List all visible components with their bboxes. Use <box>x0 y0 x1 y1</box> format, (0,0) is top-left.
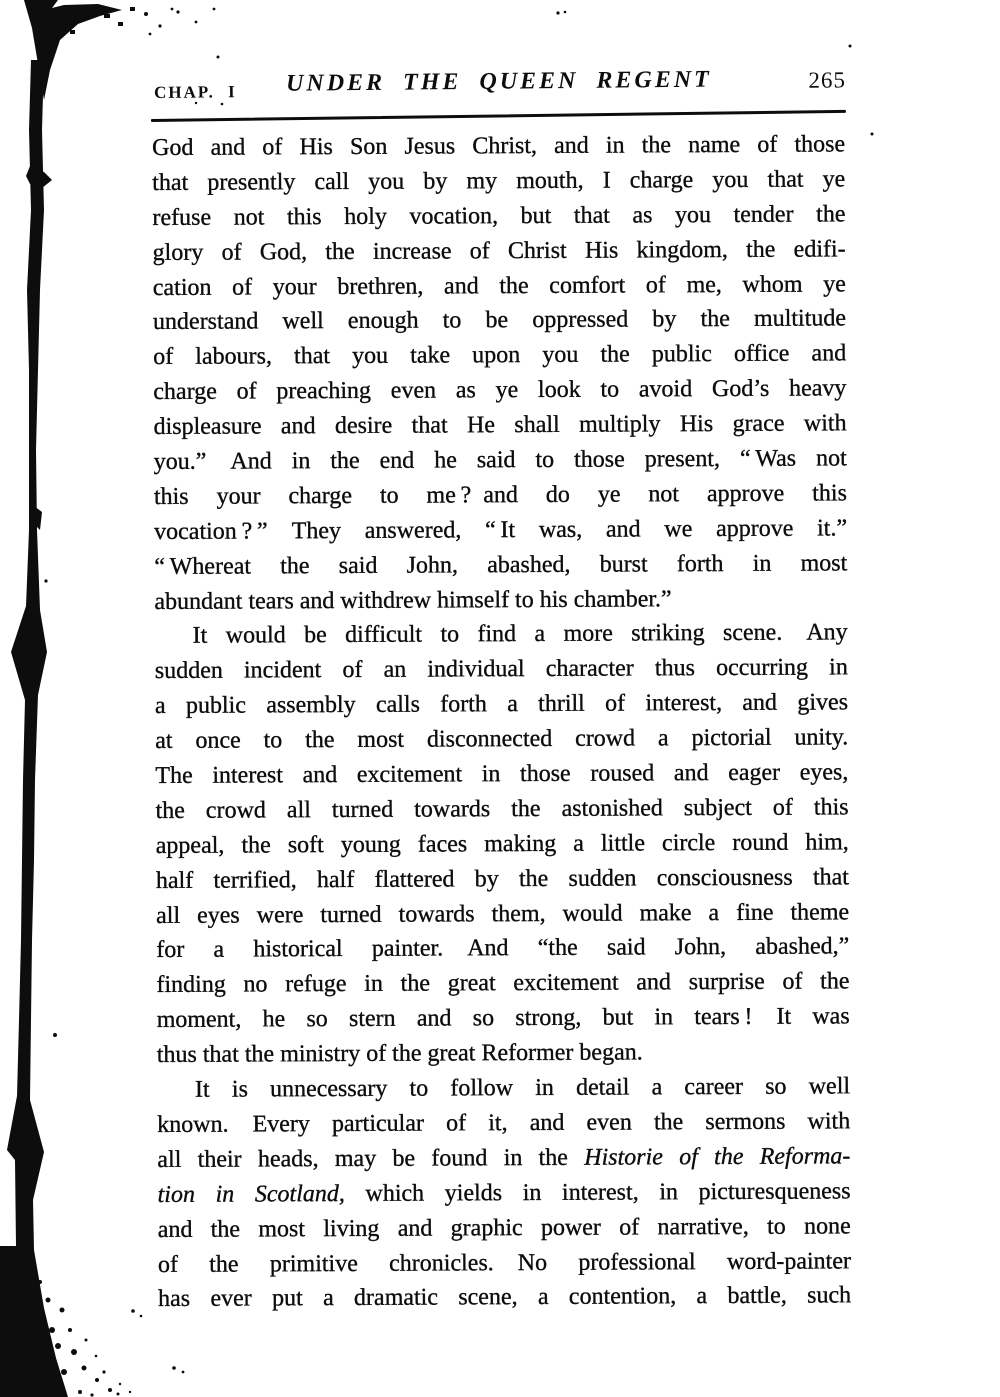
text-segment: half terrified, half flattered by the sudden consciousness that <box>155 864 849 894</box>
text-segment: understand well enough to be oppressed by the multitude <box>152 305 847 336</box>
text-segment: all eyes were turned towards them, would make a fine theme <box>156 898 850 929</box>
text-line <box>155 755 848 794</box>
text-segment: appeal, the soft young faces making a little circle round him, <box>155 829 849 859</box>
paragraph <box>155 616 850 1073</box>
text-line <box>157 1035 850 1074</box>
text-segment: has ever put a dramatic scene, a contention, a battle, such <box>158 1282 852 1313</box>
running-title: UNDER THE QUEEN REGENT <box>285 66 712 97</box>
text-segment: It would be difficult to find a more striking scene. Any <box>192 619 848 650</box>
text-line <box>153 302 846 341</box>
text-line <box>156 860 849 899</box>
chapter-label: CHAP. I <box>153 82 237 102</box>
page-header <box>152 63 846 110</box>
text-line <box>158 1279 851 1318</box>
text-line <box>156 930 849 969</box>
italic-text-segment: Historie of the Reforma- <box>584 1143 851 1171</box>
text-segment: all their heads, may be found in the <box>157 1144 585 1173</box>
text-line <box>156 895 849 934</box>
text-segment: this your charge to me ? and do ye not approve this <box>153 480 847 510</box>
paragraph <box>152 127 848 619</box>
text-segment: refuse not this holy vocation, but that as you tender the <box>152 201 846 231</box>
text-segment: sudden incident of an individual character thus occurring in <box>154 654 848 685</box>
text-line <box>153 337 846 376</box>
text-segment: for a historical painter. And “the said John, abashed,” <box>156 933 850 964</box>
text-segment: the crowd all turned towards the astonished subject of this <box>155 794 849 824</box>
text-line <box>155 790 848 829</box>
text-segment: and the most living and graphic power of narrative, to none <box>157 1212 851 1243</box>
text-segment: The interest and excitement in those roused and eager eyes, <box>155 759 849 790</box>
text-line <box>153 406 846 445</box>
text-segment: of labours, that you take upon you the public office and <box>153 340 847 371</box>
paragraph <box>157 1069 851 1317</box>
text-segment: which yields in interest, in picturesqueness <box>344 1178 851 1207</box>
text-line <box>153 232 846 271</box>
text-segment: displeasure and desire that He shall multiply His grace with <box>153 410 847 441</box>
text-line <box>155 616 848 655</box>
text-line <box>155 686 848 725</box>
text-segment: a public assembly calls forth a thrill of interest, and gives <box>154 689 849 720</box>
text-segment: finding no refuge in the great excitement and surprise of the <box>156 968 850 999</box>
text-segment: thus that the ministry of the great Reformer began. <box>156 1039 643 1069</box>
italic-text-segment: tion in Scotland, <box>157 1180 345 1208</box>
text-line <box>154 546 847 585</box>
text-line <box>157 1139 850 1178</box>
text-segment: cation of your brethren, and the comfort of me, whom ye <box>152 270 846 301</box>
text-line <box>152 162 845 201</box>
text-segment: vocation ? ” They answered, “ It was, and we approve it.” <box>154 515 848 545</box>
text-segment: It is unnecessary to follow in detail a career so well <box>194 1073 851 1103</box>
text-segment: of the primitive chronicles. No professional word-painter <box>157 1247 851 1278</box>
text-segment: moment, he so stern and so strong, but in tears ! It was <box>156 1003 850 1034</box>
text-line <box>152 197 845 236</box>
text-segment: God and of His Son Jesus Christ, and in the name of those <box>152 131 846 161</box>
text-segment: you.” And in the end he said to those present, “ Was not <box>153 445 847 476</box>
text-block <box>152 127 851 1317</box>
text-line <box>154 581 847 620</box>
text-line <box>154 476 847 515</box>
text-line <box>156 825 849 864</box>
text-line <box>158 1209 851 1248</box>
text-line <box>154 441 847 480</box>
text-line <box>158 1244 851 1283</box>
text-line <box>154 511 847 550</box>
text-line <box>157 1104 850 1143</box>
text-segment: “ Whereat the said John, abashed, burst forth in most <box>154 550 848 580</box>
text-segment: that presently call you by my mouth, I charge you that ye <box>152 166 846 196</box>
text-line <box>152 127 845 166</box>
text-segment: abundant tears and withdrew himself to his chamber.” <box>154 585 672 615</box>
text-segment: charge of preaching even as ye look to avoid God’s heavy <box>153 375 847 406</box>
header-rule <box>151 110 846 122</box>
text-line <box>155 651 848 690</box>
text-line <box>153 267 846 306</box>
text-line <box>157 1069 850 1108</box>
text-line <box>153 372 846 411</box>
page-number: 265 <box>808 67 847 93</box>
text-line <box>157 1174 850 1213</box>
text-line <box>157 1000 850 1039</box>
text-segment: at once to the most disconnected crowd a pictorial unity. <box>155 724 849 755</box>
text-segment: known. Every particular of it, and even the sermons with <box>157 1108 851 1138</box>
text-segment: glory of God, the increase of Christ His kingdom, the edifi- <box>152 236 846 266</box>
text-line <box>156 965 849 1004</box>
text-line <box>155 721 848 760</box>
